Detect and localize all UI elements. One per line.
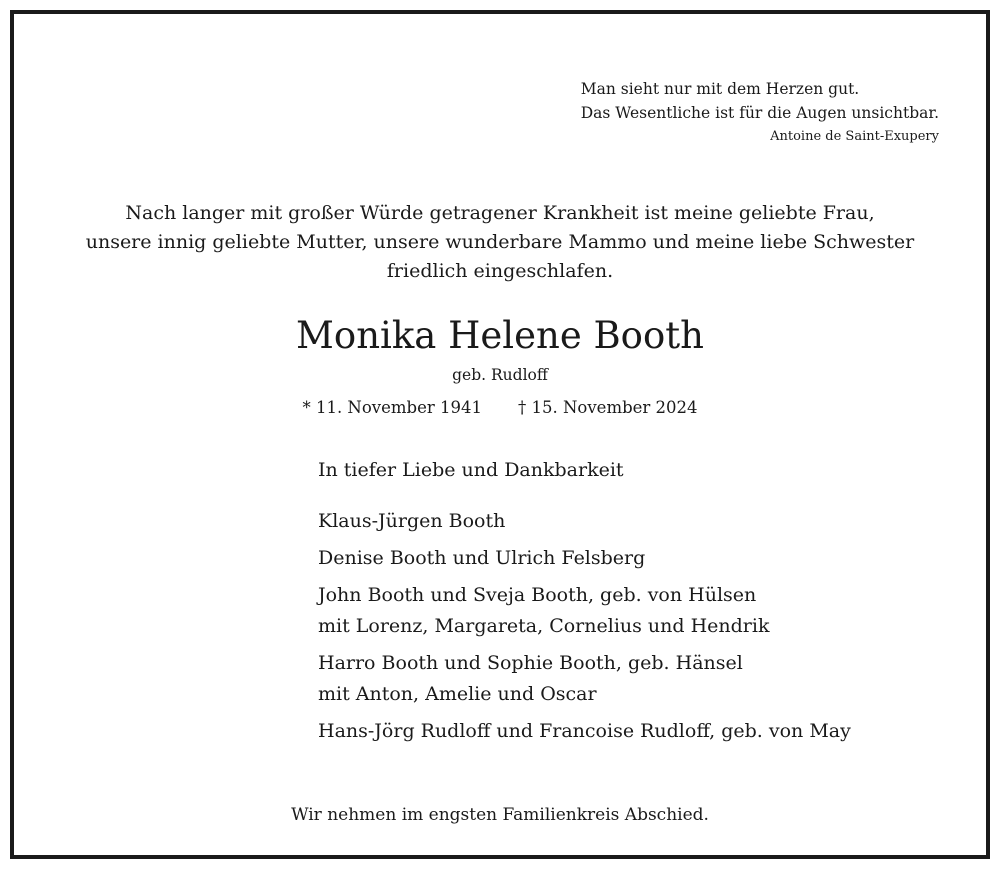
mourner-group [318, 716, 851, 747]
mourner-line: mit Anton, Amelie und Oscar [318, 683, 597, 705]
deceased-name: Monika Helene Booth [296, 314, 704, 357]
mourner-line: Hans-Jörg Rudloff und Francoise Rudloff, geb. von May [318, 720, 851, 742]
death-date: † 15. November 2024 [518, 398, 698, 417]
mourner-group [318, 648, 851, 710]
mourner-line: John Booth und Sveja Booth, geb. von Hülsen [318, 584, 757, 606]
birth-date: * 11. November 1941 [302, 398, 482, 417]
mourner-line: mit Lorenz, Margareta, Cornelius und Hendrik [318, 615, 770, 637]
mourner-line: Harro Booth und Sophie Booth, geb. Hänsel [318, 652, 743, 674]
intro-line: Nach langer mit großer Würde getragener Krankheit ist meine geliebte Frau, [125, 202, 875, 224]
epigraph-author: Antoine de Saint-Exupery [770, 129, 939, 144]
intro-text [0, 199, 1000, 286]
mourner-group [318, 580, 851, 642]
closing-line: Wir nehmen im engsten Familienkreis Abschied. [291, 805, 709, 825]
birth-name: geb. Rudloff [452, 366, 548, 384]
mourner-group [318, 543, 851, 574]
intro-line: friedlich eingeschlafen. [386, 260, 614, 282]
dedication-line: In tiefer Liebe und Dankbarkeit [318, 459, 624, 481]
intro-line: unsere innig geliebte Mutter, unsere wunderbare Mammo und meine liebe Schwester [85, 231, 915, 253]
epigraph-line: Das Wesentliche ist für die Augen unsichtbar. [580, 104, 939, 122]
epigraph-line: Man sieht nur mit dem Herzen gut. [580, 80, 860, 98]
mourners-list [318, 455, 851, 753]
mourner-line: Klaus-Jürgen Booth [318, 510, 506, 532]
epigraph [581, 77, 939, 146]
life-dates [0, 396, 1000, 420]
mourner-group [318, 506, 851, 537]
mourner-line: Denise Booth und Ulrich Felsberg [318, 547, 646, 569]
